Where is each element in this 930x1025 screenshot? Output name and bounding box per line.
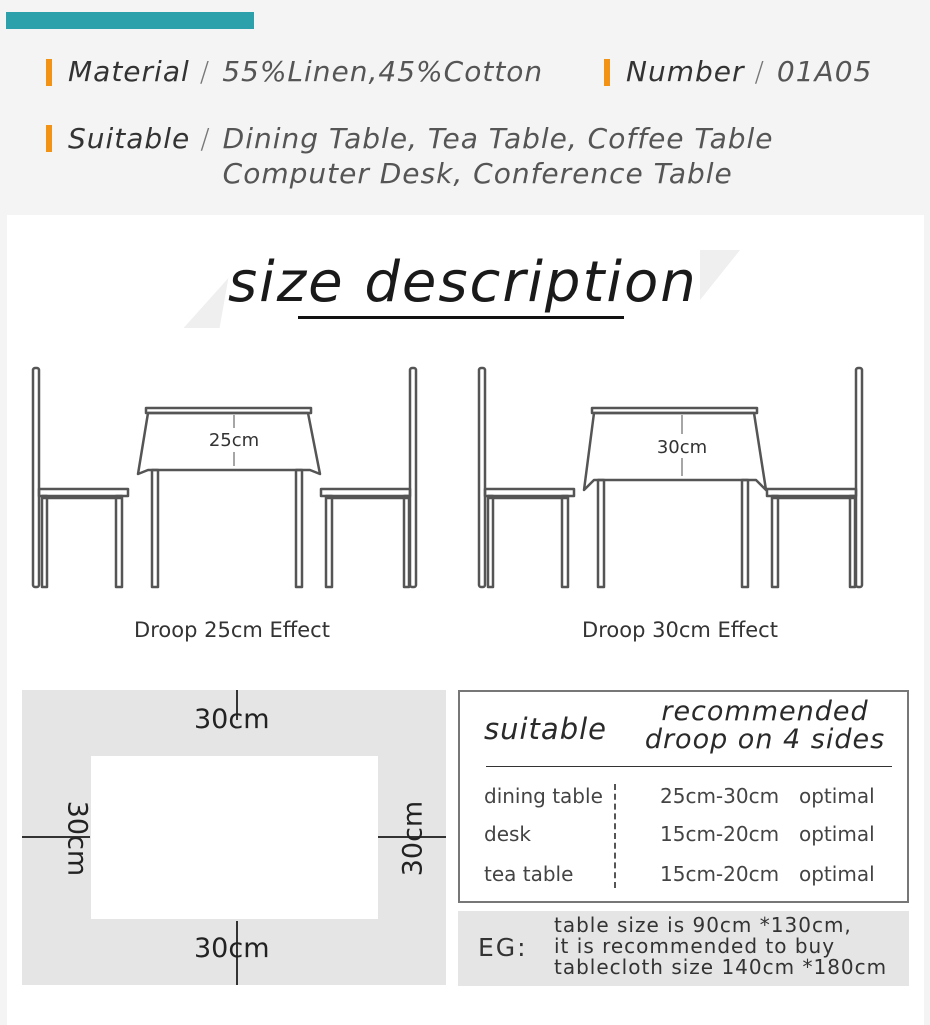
row-range: 15cm-20cm <box>660 822 780 846</box>
example-text <box>554 915 887 978</box>
chair-leg <box>488 496 493 587</box>
row-item: desk <box>484 822 532 846</box>
row-note: optimal <box>799 862 875 886</box>
accent-bar <box>6 12 254 29</box>
orange-marker <box>604 59 610 86</box>
spec-separator: / <box>754 55 765 88</box>
spec-suitable <box>68 121 774 191</box>
row-note: optimal <box>799 784 875 808</box>
chair-leg <box>42 496 47 587</box>
chair-seat <box>321 489 410 496</box>
spec-number <box>626 55 872 88</box>
row-item: tea table <box>484 862 574 886</box>
chair-leg <box>850 496 855 587</box>
title-underline <box>298 316 624 319</box>
chair-leg <box>404 496 409 587</box>
row-note: optimal <box>799 822 875 846</box>
spec-value: 01A05 <box>776 55 873 88</box>
dimension-left: 30cm <box>61 800 93 877</box>
spec-material <box>68 55 543 88</box>
chair-back <box>33 368 39 587</box>
example-box <box>458 911 909 986</box>
spec-value-line1: Dining Table, Tea Table, Coffee Table <box>222 122 774 155</box>
dimension-right: 30cm <box>397 800 429 877</box>
column-divider <box>614 784 616 888</box>
table-illustration-30cm <box>474 360 874 595</box>
recommendation-table <box>458 690 909 903</box>
table-header-droop <box>635 698 895 754</box>
chair-seat <box>767 489 856 496</box>
orange-marker <box>46 125 52 152</box>
chair-seat <box>39 489 128 496</box>
table-leg <box>152 470 158 587</box>
row-range: 15cm-20cm <box>660 862 780 886</box>
chair-seat <box>485 489 574 496</box>
row-item: dining table <box>484 784 603 808</box>
table-illustration-25cm <box>28 360 428 595</box>
spec-value: 55%Linen,45%Cotton <box>222 55 544 88</box>
header-line: droop on 4 sides <box>644 724 886 755</box>
spec-label: Material <box>68 55 190 88</box>
table-leg <box>598 480 604 587</box>
chair-leg <box>326 496 332 587</box>
spec-separator: / <box>200 122 211 155</box>
spec-separator: / <box>199 55 211 88</box>
example-label: EG: <box>478 933 528 962</box>
table-leg <box>742 480 748 587</box>
table-outline <box>91 756 378 919</box>
table-leg <box>296 470 302 587</box>
droop-diagram <box>22 690 446 985</box>
example-line: table size is 90cm *130cm, <box>554 913 852 937</box>
row-range: 25cm-30cm <box>660 784 780 808</box>
chair-back <box>856 368 862 587</box>
dimension-top: 30cm <box>194 704 270 735</box>
droop-label: 25cm <box>208 430 260 451</box>
spec-label: Number <box>626 55 745 88</box>
example-line: tablecloth size 140cm *180cm <box>554 955 888 979</box>
scene-caption: Droop 25cm Effect <box>134 618 330 642</box>
spec-label: Suitable <box>68 122 191 155</box>
chair-back <box>479 368 485 587</box>
droop-label: 30cm <box>656 437 708 458</box>
scene-caption: Droop 30cm Effect <box>582 618 778 642</box>
chair-leg <box>772 496 778 587</box>
chair-leg <box>562 496 568 587</box>
dimension-bottom: 30cm <box>194 933 270 964</box>
table-header-suitable: suitable <box>484 712 607 746</box>
header-line: recommended <box>661 696 869 727</box>
example-line: it is recommended to buy <box>554 934 836 958</box>
chair-back <box>410 368 416 587</box>
section-title: size description <box>228 250 698 315</box>
spec-value-line2: Computer Desk, Conference Table <box>222 157 733 190</box>
chair-leg <box>116 496 122 587</box>
header-divider <box>486 766 892 767</box>
orange-marker <box>46 59 52 86</box>
